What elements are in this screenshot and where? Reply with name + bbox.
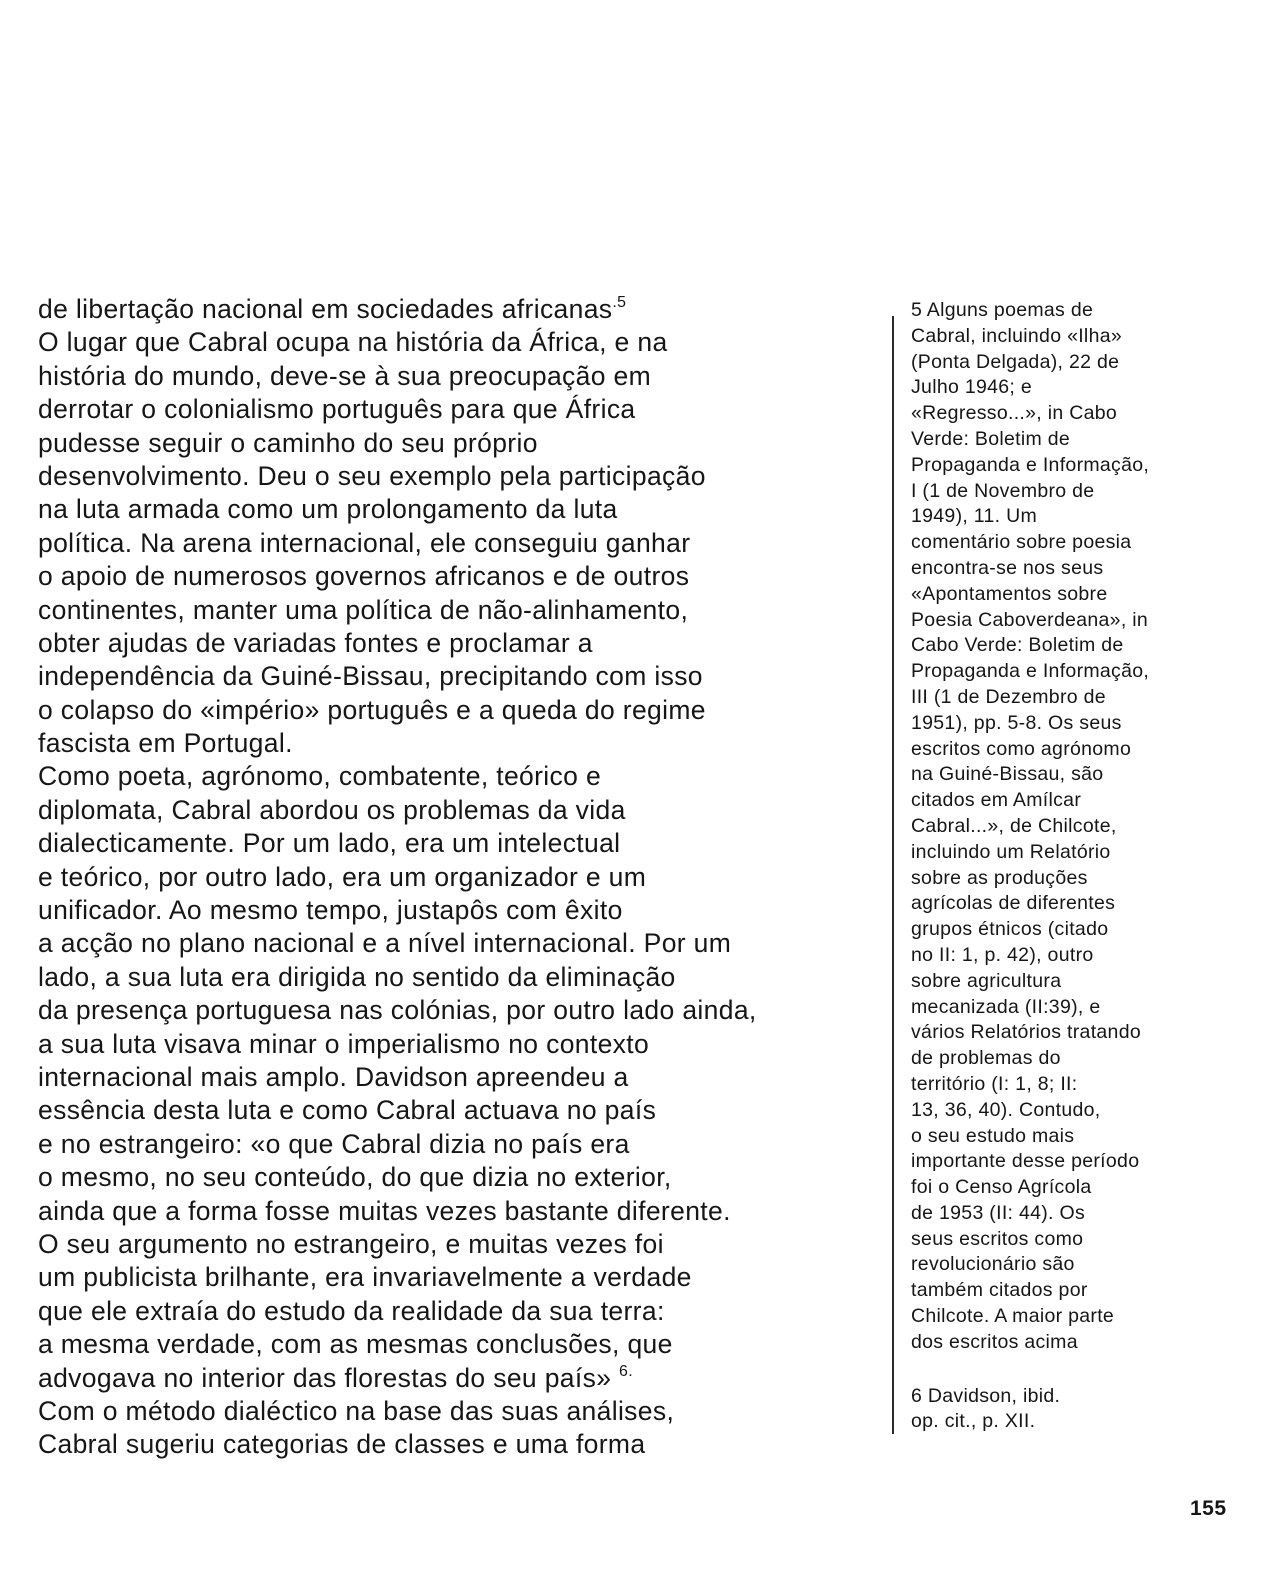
main-text-line: um publicista brilhante, era invariavelmente a verdade <box>38 1262 692 1293</box>
footnote-line: Poesia Caboverdeana», in <box>911 608 1149 631</box>
footnote-line: dos escritos acima <box>911 1330 1078 1353</box>
footnote-5 <box>911 298 1241 1356</box>
footnote-ref-5: .5 <box>612 293 627 311</box>
main-text-line: a acção no plano nacional e a nível internacional. Por um <box>38 928 732 959</box>
footnote-line: Cabral...», de Chilcote, <box>911 814 1117 837</box>
footnote-line: I (1 de Novembro de <box>911 479 1095 502</box>
main-text-line: de libertação nacional em sociedades africanas$^{.5}$ <box>38 293 627 324</box>
footnote-line: grupos étnicos (citado <box>911 918 1109 941</box>
footnote-line: comentário sobre poesia <box>911 531 1132 554</box>
footnote-line: 13, 36, 40). Contudo, <box>911 1098 1101 1121</box>
footnote-line: encontra-se nos seus <box>911 556 1104 579</box>
main-text-line: O lugar que Cabral ocupa na história da África, e na <box>38 327 668 358</box>
main-text-line: internacional mais amplo. Davidson apreendeu a <box>38 1061 629 1092</box>
footnote-line: Chilcote. A maior parte <box>911 1305 1115 1328</box>
footnote-line: Cabo Verde: Boletim de <box>911 634 1124 657</box>
footnote-line: (Ponta Delgada), 22 de <box>911 350 1120 373</box>
footnote-line: no II: 1, p. 42), outro <box>911 943 1094 966</box>
main-text-line: e no estrangeiro: «o que Cabral dizia no país era <box>38 1128 630 1159</box>
footnote-line: revolucionário são <box>911 1253 1075 1276</box>
footnote-line: na Guiné-Bissau, são <box>911 763 1104 786</box>
footnote-line: seus escritos como <box>911 1227 1084 1250</box>
main-text-line: unificador. Ao mesmo tempo, justapôs com êxito <box>38 895 623 926</box>
footnote-line: citados em Amílcar <box>911 789 1082 812</box>
footnote-line: de 1953 (II: 44). Os <box>911 1201 1086 1224</box>
column-divider <box>892 316 894 1434</box>
main-text-line: Como poeta, agrónomo, combatente, teórico e <box>38 761 602 792</box>
footnote-ref-6: 6. <box>619 1362 633 1380</box>
footnote-line: sobre as produções <box>911 866 1088 889</box>
footnote-line: importante desse período <box>911 1150 1140 1173</box>
main-text-line: o apoio de numerosos governos africanos e de outros <box>38 561 690 592</box>
footnote-line: território (I: 1, 8; II: <box>911 1072 1078 1095</box>
main-text-column <box>38 293 888 1462</box>
main-text-line: o colapso do «império» português e a queda do regime <box>38 694 706 725</box>
main-text-line: Com o método dialéctico na base das suas análises, <box>38 1395 675 1426</box>
main-text-line: a sua luta visava minar o imperialismo no contexto <box>38 1028 650 1059</box>
footnote-line: Propaganda e Informação, <box>911 453 1150 476</box>
footnote-line: 1951), pp. 5-8. Os seus <box>911 711 1122 734</box>
main-text-line: diplomata, Cabral abordou os problemas da vida <box>38 794 626 825</box>
main-text-line: essência desta luta e como Cabral actuava no país <box>38 1095 657 1126</box>
main-text-line: a mesma verdade, com as mesmas conclusões, que <box>38 1329 673 1360</box>
main-text-line: ainda que a forma fosse muitas vezes bastante diferente. <box>38 1195 731 1226</box>
main-text-line: O seu argumento no estrangeiro, e muitas vezes foi <box>38 1228 664 1259</box>
footnote-line: Propaganda e Informação, <box>911 660 1150 683</box>
footnote-6 <box>911 1384 1241 1436</box>
main-text-line: Cabral sugeriu categorias de classes e uma forma <box>38 1429 646 1460</box>
main-text-line: na luta armada como um prolongamento da luta <box>38 494 618 525</box>
main-text-line: advogava no interior das florestas do seu país» $^{6.}$ <box>38 1362 633 1393</box>
footnote-line: «Apontamentos sobre <box>911 582 1108 605</box>
footnote-line: Julho 1946; e <box>911 376 1032 399</box>
main-text-line: da presença portuguesa nas colónias, por outro lado ainda, <box>38 995 757 1026</box>
footnote-line: Cabral, incluindo «Ilha» <box>911 324 1122 347</box>
main-text-line: fascista em Portugal. <box>38 728 293 759</box>
footnote-line: «Regresso...», in Cabo <box>911 402 1118 425</box>
footnote-line: agrícolas de diferentes <box>911 892 1116 915</box>
page-number: 155 <box>1190 1497 1227 1520</box>
footnote-line: o seu estudo mais <box>911 1124 1075 1147</box>
footnote-line: mecanizada (II:39), e <box>911 995 1101 1018</box>
footnote-spacer <box>911 1356 1241 1384</box>
main-text-line: obter ajudas de variadas fontes e proclamar a <box>38 627 593 658</box>
footnote-line: foi o Censo Agrícola <box>911 1176 1092 1199</box>
footnote-line: vários Relatórios tratando <box>911 1021 1141 1044</box>
footnote-line: 5 Alguns poemas de <box>911 299 1094 321</box>
main-text-line: desenvolvimento. Deu o seu exemplo pela participação <box>38 460 706 491</box>
footnote-line: também citados por <box>911 1279 1088 1302</box>
main-text-line: continentes, manter uma política de não-alinhamento, <box>38 594 689 625</box>
main-text-line: pudesse seguir o caminho do seu próprio <box>38 427 538 458</box>
footnote-line: de problemas do <box>911 1047 1061 1070</box>
main-text-line: lado, a sua luta era dirigida no sentido da eliminação <box>38 961 676 992</box>
footnote-line: 1949), 11. Um <box>911 505 1038 528</box>
footnote-line: sobre agricultura <box>911 969 1062 992</box>
footnote-line: escritos como agrónomo <box>911 737 1132 760</box>
main-text-line: e teórico, por outro lado, era um organizador e um <box>38 861 647 892</box>
footnote-line: 6 Davidson, ibid. <box>911 1384 1061 1407</box>
main-text-line: dialecticamente. Por um lado, era um intelectual <box>38 828 621 859</box>
main-text-line: independência da Guiné-Bissau, precipitando com isso <box>38 661 703 692</box>
main-text-line: história do mundo, deve-se à sua preocupação em <box>38 360 652 391</box>
footnote-line: Verde: Boletim de <box>911 427 1071 450</box>
main-text-line: o mesmo, no seu conteúdo, do que dizia no exterior, <box>38 1162 672 1193</box>
footnote-line: incluindo um Relatório <box>911 840 1111 863</box>
main-text-line: política. Na arena internacional, ele conseguiu ganhar <box>38 527 691 558</box>
main-text-line: que ele extraía do estudo da realidade da sua terra: <box>38 1295 665 1326</box>
footnotes-column <box>911 298 1241 1435</box>
main-text-line: derrotar o colonialismo português para que África <box>38 394 636 425</box>
footnote-line: III (1 de Dezembro de <box>911 685 1106 708</box>
footnote-line: op. cit., p. XII. <box>911 1410 1036 1433</box>
